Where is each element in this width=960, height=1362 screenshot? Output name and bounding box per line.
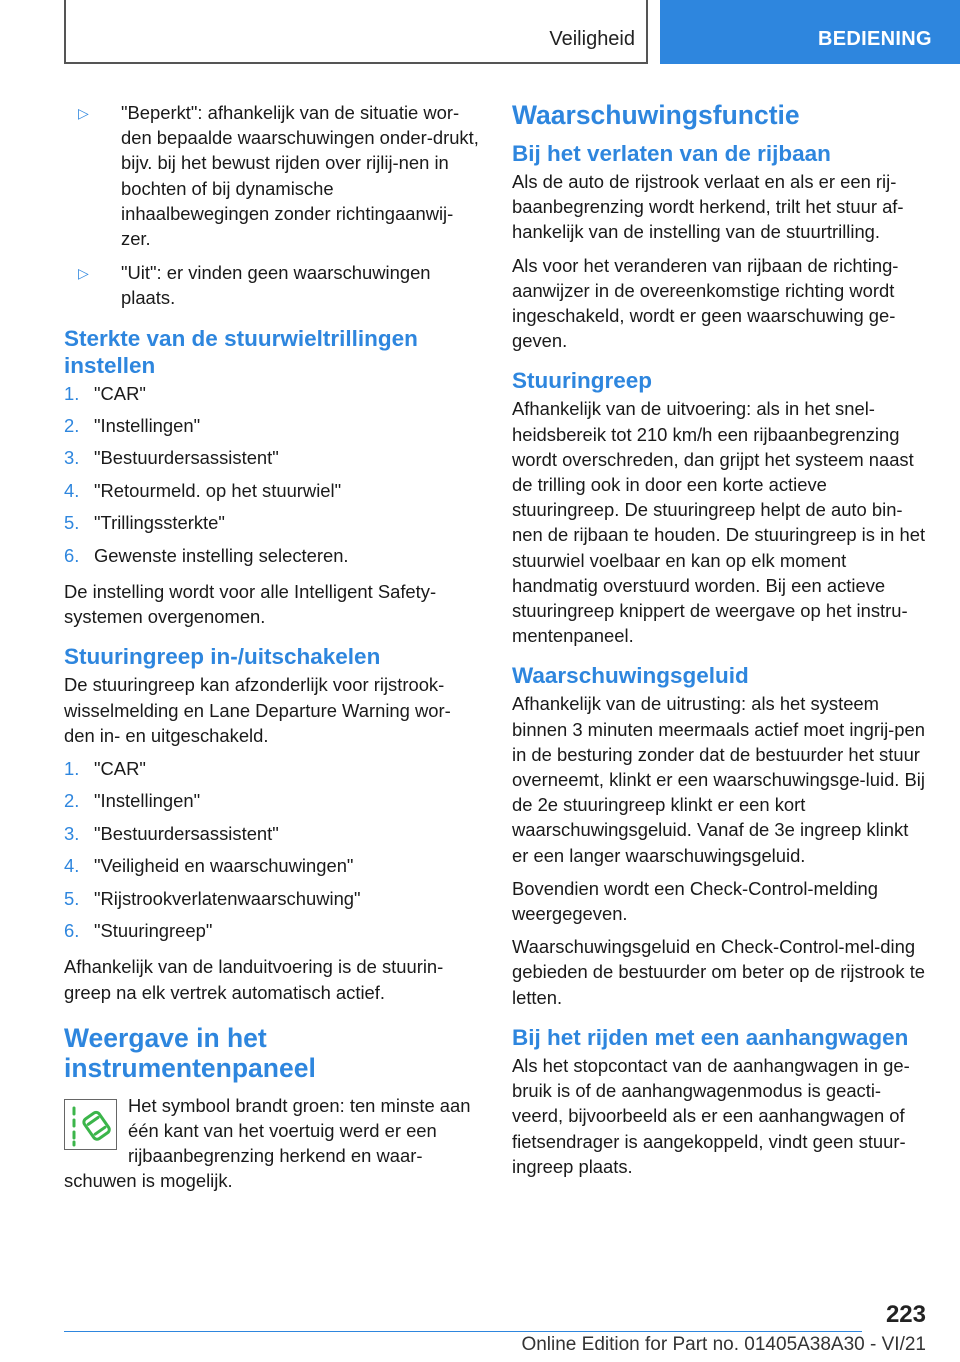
section-heading-trailer: Bij het rijden met een aanhangwagen: [512, 1024, 909, 1050]
right-column: [512, 100, 928, 1187]
bullet-item: [64, 100, 480, 251]
strength-note: De instelling wordt voor alle Intelligent Safety-systemen overgenomen.: [64, 580, 437, 628]
steer-steps-list: [64, 756, 480, 950]
main-heading-warning-function: Waarschuwingsfunctie: [512, 100, 800, 130]
page-number: 223: [885, 1301, 926, 1328]
section-heading-strength: Sterkte van de stuurwieltrillingen instellen: [64, 325, 418, 378]
header-section-title: Veiligheid: [549, 28, 635, 50]
leaving-lane-paragraph-1: Als de auto de rijstrook verlaat en als er een rij-baanbegrenzing wordt herkend, trilt het stuur af-hankelijk van de instelling van de stuurtrilling.: [512, 171, 904, 243]
steer-note: Afhankelijk van de landuitvoering is de stuurin-greep na elk vertrek automatisch actief.: [64, 956, 444, 1003]
warning-sound-paragraph-3: Waarschuwingsgeluid en Check-Control-mel-ding gebieden de bestuurder om beter op de rijstrook te letten.: [512, 936, 926, 1008]
list-item: 2. "Instellingen": [64, 415, 201, 437]
section-heading-steering-intervention: Stuuringreep: [512, 368, 653, 394]
footer-edition: Online Edition for Part no. 01405A38A30 - VI/21: [521, 1334, 926, 1355]
section-heading-leaving-lane: Bij het verlaten van de rijbaan: [512, 141, 831, 166]
section-heading-steer-toggle: Stuuringreep in-/uitschakelen: [64, 644, 381, 670]
list-item: 5. "Trillingssterkte": [64, 512, 225, 534]
triangle-bullet-icon: ▷: [78, 105, 89, 121]
section-heading-display: Weergave in het instrumentenpaneel: [64, 1022, 316, 1083]
display-paragraph: [64, 1093, 480, 1194]
bullet-text: "Beperkt": afhankelijk van de situatie wor-den bepaalde waarschuwingen onder-drukt, bijv. bij het bewust rijden over rijlij-nen in bochten of bij dynamische inhaalbewegingen zonder richtingaanwij-zer.: [121, 102, 479, 250]
header-chapter-tab: BEDIENING: [660, 0, 960, 64]
bullet-item: [64, 260, 480, 310]
strength-steps-list: [64, 381, 480, 575]
list-item: 6. "Stuuringreep": [64, 919, 213, 941]
list-item: 3. "Bestuurdersassistent": [64, 822, 279, 844]
list-item: 6. Gewenste instelling selecteren.: [64, 544, 349, 566]
list-item: 1. "CAR": [64, 757, 146, 779]
footer-divider: [64, 1331, 862, 1332]
warning-sound-paragraph-2: Bovendien wordt een Check-Control-melding weergegeven.: [512, 877, 878, 925]
bullet-text: "Uit": er vinden geen waarschuwingen plaats.: [121, 262, 431, 309]
steering-intervention-paragraph: Afhankelijk van de uitvoering: als in het snel-heidsbereik tot 210 km/h een rijbaanbegrenzing wordt overschreden, dan grijpt het systeem naast de trilling ook in door een korte actieve stuuringreep. De stuuringreep helpt de auto bin-nen de rijbaan te houden. De stuuringreep is in het stuurwiel voelbaar en kan op elk moment handmatig overstuurd worden. Bij een actieve stuuringreep knippert de weergave op het instru-mentenpaneel.: [512, 398, 926, 647]
list-item: 4. "Retourmeld. op het stuurwiel": [64, 479, 342, 501]
warning-sound-paragraph-1: Afhankelijk van de uitrusting: als het systeem binnen 3 minuten meermaals actief moet ingrij-pen in de besturing zonder dat de bestuurder het stuur overneemt, klinkt er een waarschuwingsge-luid. Bij de 2e stuuringreep klinkt er een kort waarschuwingsgeluid. Vanaf de 3e ingreep klinkt er een langer waarschuwingsgeluid.: [512, 693, 925, 866]
section-heading-warning-sound: Waarschuwingsgeluid: [512, 663, 749, 689]
leaving-lane-paragraph-2: Als voor het veranderen van rijbaan de richting-aanwijzer in de overeenkomstige richting wordt ingeschakeld, wordt er geen waarschuwing ge-geven.: [512, 254, 899, 352]
triangle-bullet-icon: ▷: [78, 265, 89, 282]
list-item: 3. "Bestuurdersassistent": [64, 447, 279, 469]
lane-departure-warning-icon: [64, 1099, 117, 1150]
trailer-paragraph: Als het stopcontact van de aanhangwagen in ge-bruik is of de aanhangwagenmodus is geacti-veerd, bijvoorbeeld als er een aanhangwagen of fietsendrager is aangekoppeld, vindt geen stuur-ingreep plaats.: [512, 1054, 910, 1177]
list-item: 4. "Veiligheid en waarschuwingen": [64, 855, 354, 877]
list-item: 1. "CAR": [64, 382, 146, 404]
display-text: Het symbool brandt groen: ten minste aan één kant van het voertuig werd er een rijbaanbegrenzing herkend en waar-schuwen is mogelijk.: [64, 1094, 471, 1192]
left-column: [64, 100, 480, 1202]
list-item: 2. "Instellingen": [64, 790, 201, 812]
list-item: 5. "Rijstrookverlatenwaarschuwing": [64, 887, 361, 909]
steer-intro: De stuuringreep kan afzonderlijk voor rijstrook-wisselmelding en Lane Departure Warning wor-den in- en uitgeschakeld.: [64, 674, 451, 746]
